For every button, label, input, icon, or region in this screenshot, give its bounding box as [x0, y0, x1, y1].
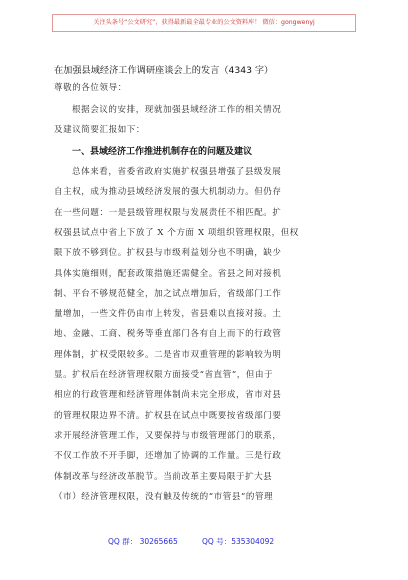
- body-line: 自主权，成为推动县域经济发展的强大机制动力。但仍存: [54, 187, 282, 198]
- header-banner: 关注头条号“公文研究”，获得最新最全最专业的公文资料库！ 微信：gongwenyj: [52, 14, 356, 32]
- footer-qq: QQ 号：535304092: [202, 537, 275, 546]
- body-line: 地、金融、工商、税务等垂直部门各有自上而下的行政管: [54, 329, 282, 340]
- body-line: 制、平台不够规范健全，加之试点增加后，省级部门工作: [54, 288, 282, 299]
- section-heading: 一、县域经济工作推进机制存在的问题及建议: [72, 147, 253, 157]
- body-line: （市）经济管理权限，没有触及传统的“市管县”的管理: [54, 491, 274, 502]
- document-title: 在加强县域经济工作调研座谈会上的发言（4343 字）: [54, 65, 274, 76]
- body-line: 不仅工作放不开手脚，还增加了协调的工作量。三是行政: [54, 451, 282, 462]
- body-line: 相应的行政管理和经济管理体制尚未完全形成，省市对县: [54, 390, 282, 401]
- intro-line: 及建议简要汇报如下：: [54, 125, 146, 135]
- body-line: 显。扩权后在经济管理权限方面接受“省直管”，但由于: [54, 370, 274, 380]
- body-line: 量增加，一些文件仍由市上转发，省县难以直接对接。土: [54, 309, 282, 320]
- body-line: 具体实施细则，配套政策措施还需健全。省县之间对接机: [54, 268, 282, 279]
- body-line: 的管理权限边界不清。扩权县在试点中既要按省级部门要: [54, 410, 282, 421]
- footer-qq-group: QQ 群： 30265665: [108, 537, 178, 546]
- intro-line: 根据会议的安排，现就加强县域经济工作的相关情况: [72, 105, 282, 115]
- body-line: 理体制，扩权受限较多。二是省市双重管理的影响较为明: [54, 349, 282, 360]
- body-line: 求开展经济管理工作，又要保持与市级管理部门的联系，: [54, 430, 282, 441]
- body-line: 总体来看，省委省政府实施扩权强县增强了县级发展: [72, 167, 282, 177]
- greeting: 尊敬的各位领导：: [54, 83, 127, 93]
- body-line: 限下放不够到位。扩权县与市级利益划分也不明确，缺少: [54, 248, 282, 259]
- body-line: 体制改革与经济改革脱节。当前改革主要局限于扩大县: [54, 471, 273, 482]
- body-line: 在一些问题：一是县级管理权限与发展责任不相匹配。扩: [54, 207, 282, 218]
- body-line: 权强县试点中省上下放了 X 个方面 X 项组织管理权限，但权: [54, 227, 299, 238]
